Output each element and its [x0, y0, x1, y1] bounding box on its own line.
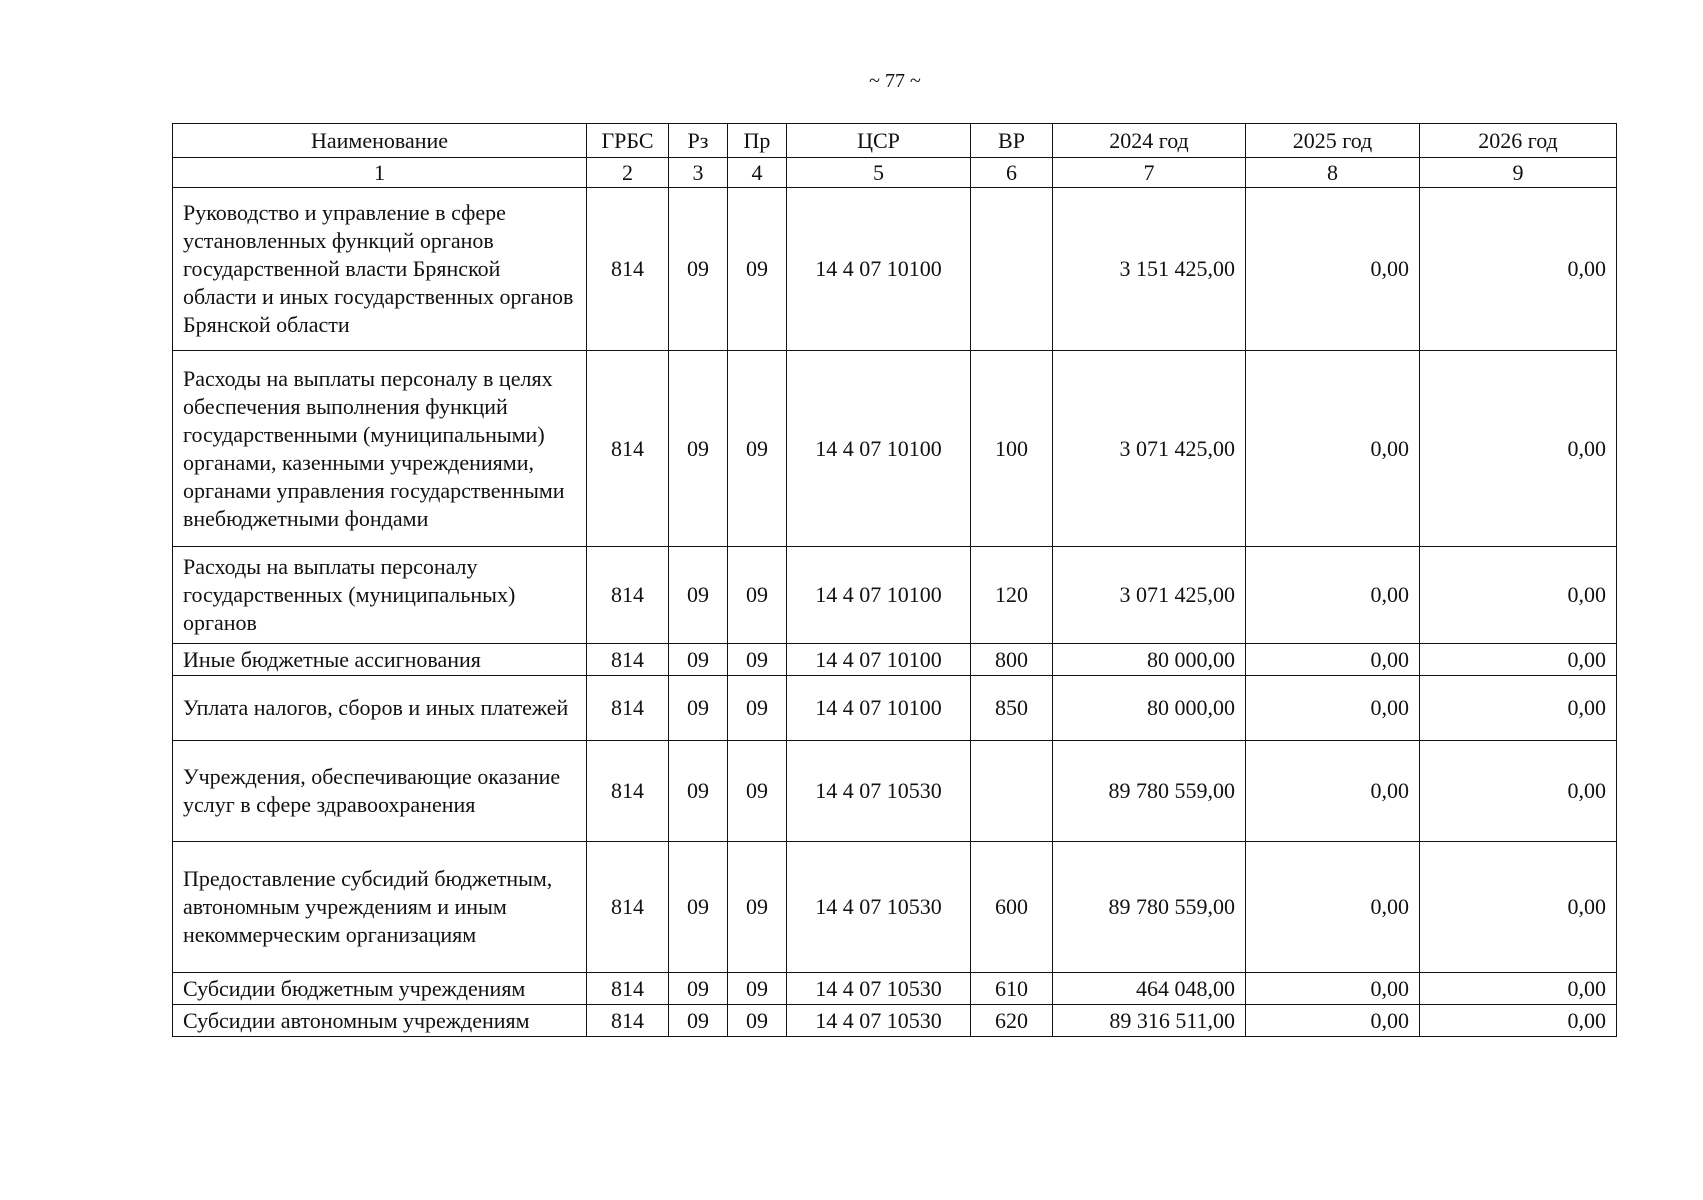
table-row	[173, 188, 1617, 351]
table-row	[173, 741, 1617, 842]
table-row	[173, 973, 1617, 1005]
row-2024: 89 780 559,00	[1053, 842, 1246, 973]
row-2024: 3 071 425,00	[1053, 547, 1246, 644]
row-vr	[971, 188, 1053, 351]
row-2026: 0,00	[1420, 973, 1617, 1005]
header-name: Наименование	[173, 124, 587, 158]
row-csr: 14 4 07 10100	[787, 351, 971, 547]
row-rz: 09	[669, 644, 728, 676]
row-vr: 100	[971, 351, 1053, 547]
row-2025: 0,00	[1246, 676, 1420, 741]
row-2026: 0,00	[1420, 188, 1617, 351]
row-pr: 09	[728, 644, 787, 676]
budget-table	[172, 123, 1617, 1037]
row-2025: 0,00	[1246, 188, 1420, 351]
row-name: Уплата налогов, сборов и иных платежей	[173, 676, 587, 741]
row-pr: 09	[728, 741, 787, 842]
row-grbs: 814	[587, 842, 669, 973]
row-rz: 09	[669, 676, 728, 741]
column-number: 5	[787, 158, 971, 188]
column-number: 4	[728, 158, 787, 188]
row-2025: 0,00	[1246, 351, 1420, 547]
row-rz: 09	[669, 351, 728, 547]
header-2026: 2026 год	[1420, 124, 1617, 158]
table-row	[173, 1005, 1617, 1037]
row-csr: 14 4 07 10100	[787, 676, 971, 741]
header-row	[173, 124, 1617, 158]
column-number-row	[173, 158, 1617, 188]
row-2026: 0,00	[1420, 1005, 1617, 1037]
table-row	[173, 547, 1617, 644]
row-vr: 620	[971, 1005, 1053, 1037]
column-number: 3	[669, 158, 728, 188]
row-csr: 14 4 07 10530	[787, 1005, 971, 1037]
column-number: 6	[971, 158, 1053, 188]
row-2025: 0,00	[1246, 644, 1420, 676]
row-grbs: 814	[587, 973, 669, 1005]
row-vr: 610	[971, 973, 1053, 1005]
row-name: Предоставление субсидий бюджетным, автономным учреждениям и иным некоммерческим организациям	[173, 842, 587, 973]
row-2025: 0,00	[1246, 547, 1420, 644]
row-rz: 09	[669, 188, 728, 351]
column-number: 9	[1420, 158, 1617, 188]
row-name: Учреждения, обеспечивающие оказание услуг в сфере здравоохранения	[173, 741, 587, 842]
row-grbs: 814	[587, 676, 669, 741]
row-pr: 09	[728, 842, 787, 973]
row-name: Субсидии бюджетным учреждениям	[173, 973, 587, 1005]
row-name: Расходы на выплаты персоналу в целях обеспечения выполнения функций государственными (муниципальными) органами, казенными учреждениями, органами управления государственными внебюджетными фондами	[173, 351, 587, 547]
row-name: Иные бюджетные ассигнования	[173, 644, 587, 676]
column-number: 1	[173, 158, 587, 188]
header-vr: ВР	[971, 124, 1053, 158]
column-number: 8	[1246, 158, 1420, 188]
row-grbs: 814	[587, 1005, 669, 1037]
row-2024: 3 151 425,00	[1053, 188, 1246, 351]
row-2026: 0,00	[1420, 741, 1617, 842]
row-2024: 89 780 559,00	[1053, 741, 1246, 842]
row-pr: 09	[728, 676, 787, 741]
row-grbs: 814	[587, 351, 669, 547]
row-grbs: 814	[587, 547, 669, 644]
row-2025: 0,00	[1246, 1005, 1420, 1037]
header-grbs: ГРБС	[587, 124, 669, 158]
row-grbs: 814	[587, 741, 669, 842]
row-2024: 89 316 511,00	[1053, 1005, 1246, 1037]
row-vr: 120	[971, 547, 1053, 644]
row-pr: 09	[728, 547, 787, 644]
header-2025: 2025 год	[1246, 124, 1420, 158]
table-row	[173, 842, 1617, 973]
row-csr: 14 4 07 10100	[787, 547, 971, 644]
table-row	[173, 351, 1617, 547]
row-name: Расходы на выплаты персоналу государственных (муниципальных) органов	[173, 547, 587, 644]
row-vr: 800	[971, 644, 1053, 676]
row-vr: 600	[971, 842, 1053, 973]
row-2024: 80 000,00	[1053, 644, 1246, 676]
row-2025: 0,00	[1246, 741, 1420, 842]
row-name: Субсидии автономным учреждениям	[173, 1005, 587, 1037]
column-number: 2	[587, 158, 669, 188]
row-2026: 0,00	[1420, 676, 1617, 741]
row-2026: 0,00	[1420, 351, 1617, 547]
table-row	[173, 676, 1617, 741]
header-rz: Рз	[669, 124, 728, 158]
row-csr: 14 4 07 10530	[787, 842, 971, 973]
row-2026: 0,00	[1420, 547, 1617, 644]
row-grbs: 814	[587, 188, 669, 351]
row-2026: 0,00	[1420, 842, 1617, 973]
row-vr: 850	[971, 676, 1053, 741]
row-2024: 80 000,00	[1053, 676, 1246, 741]
row-csr: 14 4 07 10100	[787, 644, 971, 676]
row-2024: 464 048,00	[1053, 973, 1246, 1005]
row-2024: 3 071 425,00	[1053, 351, 1246, 547]
row-pr: 09	[728, 351, 787, 547]
row-pr: 09	[728, 973, 787, 1005]
table-row	[173, 644, 1617, 676]
header-pr: Пр	[728, 124, 787, 158]
row-pr: 09	[728, 188, 787, 351]
column-number: 7	[1053, 158, 1246, 188]
row-2026: 0,00	[1420, 644, 1617, 676]
row-rz: 09	[669, 973, 728, 1005]
row-vr	[971, 741, 1053, 842]
row-rz: 09	[669, 1005, 728, 1037]
row-csr: 14 4 07 10530	[787, 741, 971, 842]
row-pr: 09	[728, 1005, 787, 1037]
row-csr: 14 4 07 10100	[787, 188, 971, 351]
row-2025: 0,00	[1246, 973, 1420, 1005]
row-2025: 0,00	[1246, 842, 1420, 973]
row-csr: 14 4 07 10530	[787, 973, 971, 1005]
header-csr: ЦСР	[787, 124, 971, 158]
row-rz: 09	[669, 842, 728, 973]
row-rz: 09	[669, 741, 728, 842]
row-grbs: 814	[587, 644, 669, 676]
page-number: ~ 77 ~	[869, 70, 921, 92]
header-2024: 2024 год	[1053, 124, 1246, 158]
row-rz: 09	[669, 547, 728, 644]
row-name: Руководство и управление в сфере установленных функций органов государственной власти Брянской области и иных государственных органов Брянской области	[173, 188, 587, 351]
